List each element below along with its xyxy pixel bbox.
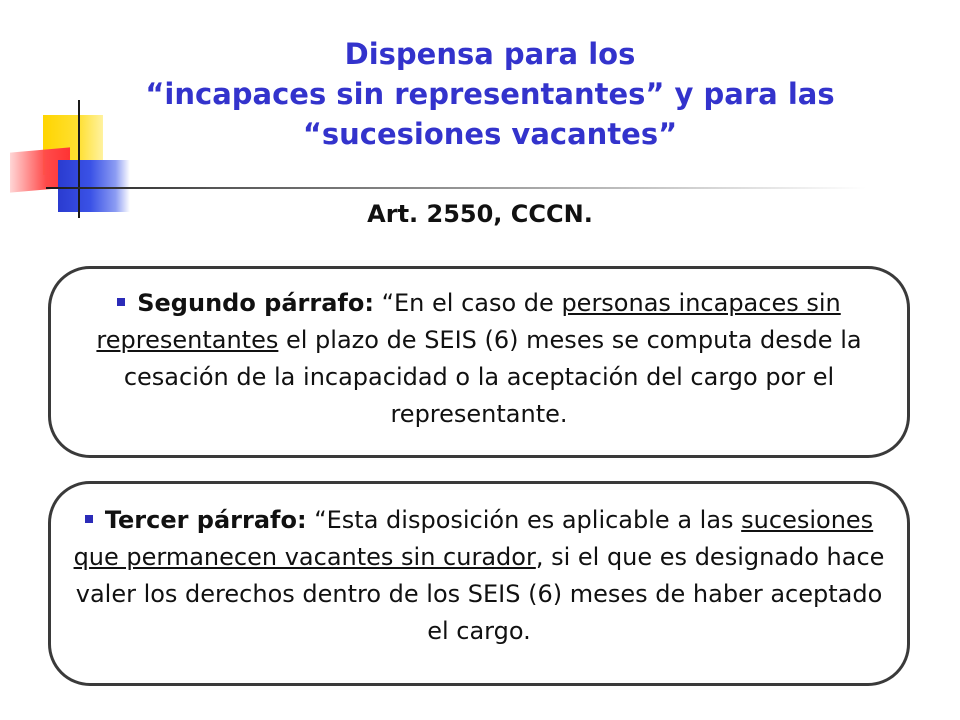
title-line-1: Dispensa para los (344, 37, 636, 71)
vertical-rule (78, 100, 80, 218)
square-bullet-icon (117, 298, 125, 306)
underlined-text: sucesiones que permanecen vacantes sin curador (73, 506, 874, 571)
article-reference: Art. 2550, CCCN. (367, 200, 593, 228)
title-line-2: “incapaces sin representantes” y para las (145, 77, 835, 111)
paragraph-heading: Segundo párrafo: (137, 289, 374, 317)
title-line-3: “sucesiones vacantes” (302, 117, 678, 151)
paragraph-text: , si el que es designado hace valer los derechos dentro de los SEIS (6) meses de haber aceptado el cargo. (75, 543, 885, 645)
third-paragraph-box (48, 481, 910, 686)
underlined-text: personas incapaces sin representantes (96, 289, 841, 354)
slide-title (100, 34, 880, 154)
square-bullet-icon (85, 515, 93, 523)
paragraph-text: el plazo de SEIS (6) meses se computa desde la cesación de la incapacidad o la aceptación del cargo por el representante. (123, 326, 862, 428)
paragraph-text: “Esta disposición es aplicable a las (306, 506, 742, 534)
blue-square-shape (58, 160, 130, 212)
paragraph-heading: Tercer párrafo: (104, 506, 307, 534)
title-divider (46, 187, 866, 189)
second-paragraph-box (48, 266, 910, 458)
paragraph-text: “En el caso de (373, 289, 562, 317)
